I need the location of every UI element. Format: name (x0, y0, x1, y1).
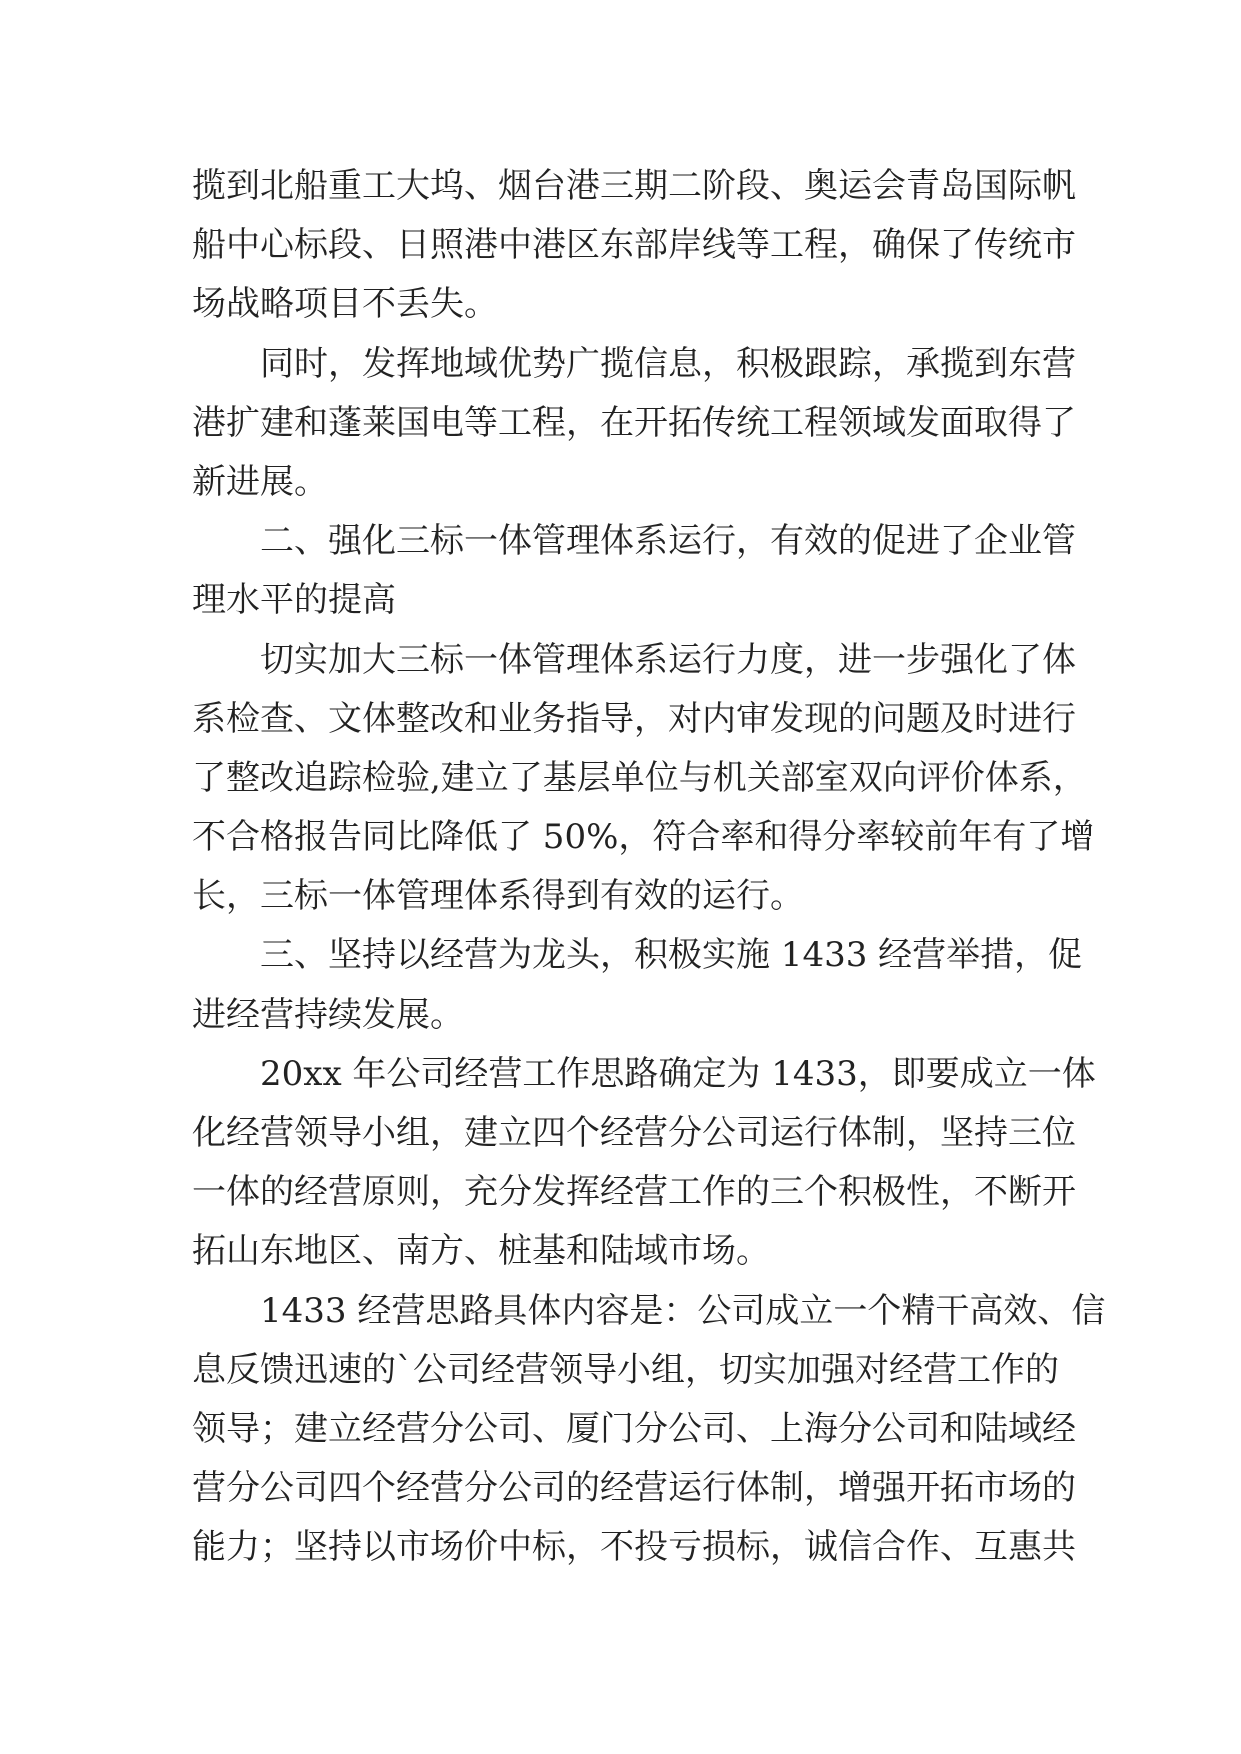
text-line: 新进展。 (192, 461, 328, 502)
text-line: 领导；建立经营分公司、厦门分公司、上海分公司和陆域经 (192, 1408, 1076, 1449)
text-line: 揽到北船重工大坞、烟台港三期二阶段、奥运会青岛国际帆 (192, 166, 1076, 206)
text-line: 进经营持续发展。 (192, 994, 464, 1035)
text-line: 场战略项目不丢失。 (192, 284, 498, 325)
text-line: 营分公司四个经营分公司的经营运行体制，增强开拓市场的 (192, 1468, 1076, 1509)
text-line: 长，三标一体管理体系得到有效的运行。 (192, 876, 804, 917)
text-line: 了整改追踪检验,建立了基层单位与机关部室双向评价体系， (192, 757, 1087, 798)
text-line: 理水平的提高 (192, 580, 396, 621)
text-line: 息反馈迅速的`公司经营领导小组，切实加强对经营工作的 (192, 1349, 1059, 1390)
text-line: 二、强化三标一体管理体系运行，有效的促进了企业管 (192, 521, 1076, 562)
document-body (192, 157, 1106, 1578)
text-line: 切实加大三标一体管理体系运行力度，进一步强化了体 (192, 639, 1076, 680)
text-line: 拓山东地区、南方、桩基和陆域市场。 (192, 1231, 770, 1272)
text-line: 能力；坚持以市场价中标，不投亏损标，诚信合作、互惠共 (192, 1527, 1076, 1568)
text-line: 20xx 年公司经营工作思路确定为 1433，即要成立一体 (192, 1053, 1096, 1094)
text-line: 船中心标段、日照港中港区东部岸线等工程，确保了传统市 (192, 225, 1076, 266)
text-line: 三、坚持以经营为龙头，积极实施 1433 经营举措，促 (192, 935, 1083, 976)
text-line: 同时，发挥地域优势广揽信息，积极跟踪，承揽到东营 (192, 343, 1076, 384)
text-line: 化经营领导小组，建立四个经营分公司运行体制，坚持三位 (192, 1113, 1076, 1153)
text-line: 一体的经营原则，充分发挥经营工作的三个积极性，不断开 (192, 1172, 1076, 1213)
text-line: 系检查、文体整改和业务指导，对内审发现的问题及时进行 (192, 698, 1076, 739)
text-line: 1433 经营思路具体内容是：公司成立一个精干高效、信 (192, 1290, 1106, 1331)
text-line: 不合格报告同比降低了 50%，符合率和得分率较前年有了增 (192, 817, 1095, 858)
text-line: 港扩建和蓬莱国电等工程，在开拓传统工程领域发面取得了 (192, 402, 1076, 443)
